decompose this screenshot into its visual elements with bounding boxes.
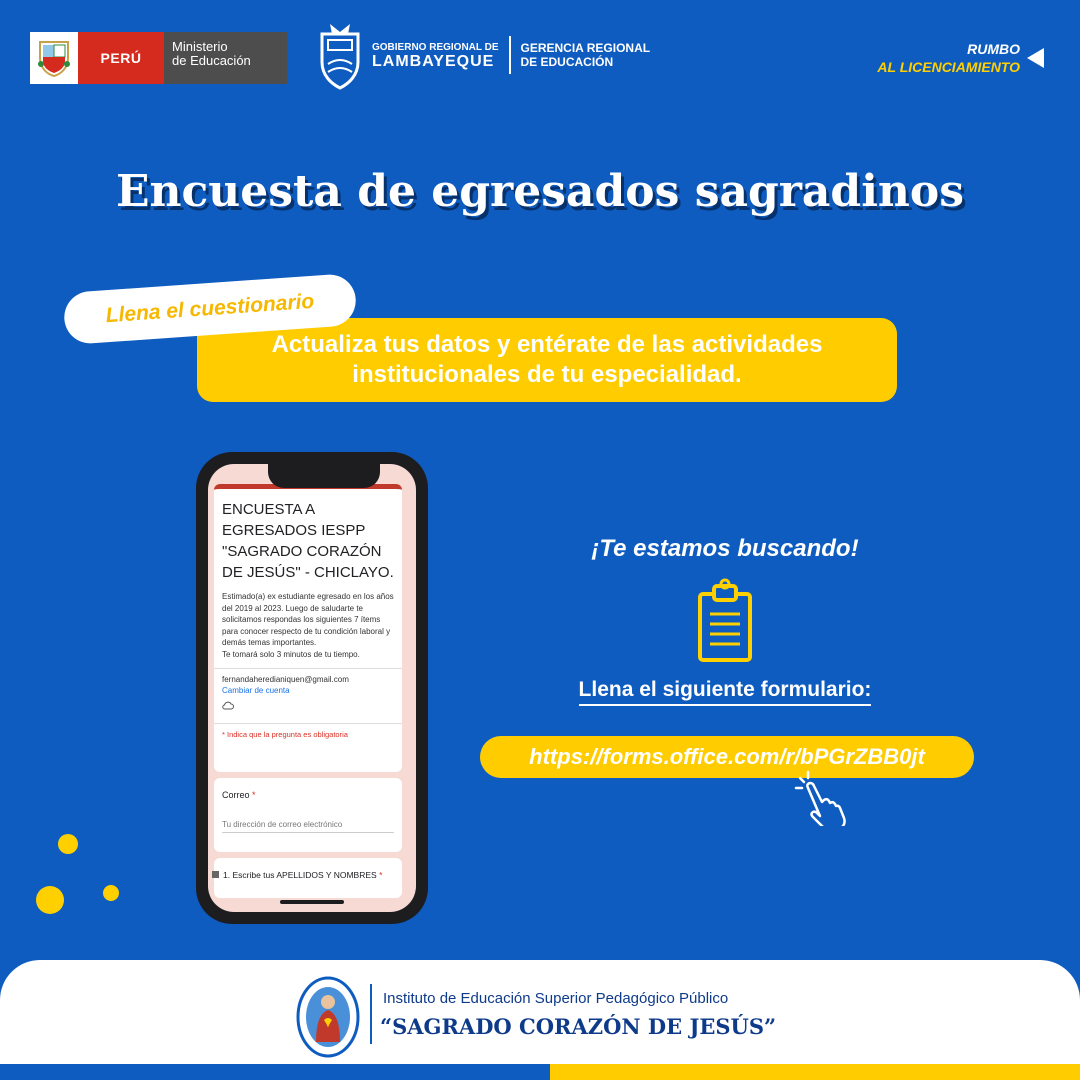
page-title: Encuesta de egresados sagradinos: [115, 166, 965, 217]
minedu-logo: [30, 32, 287, 84]
form-header-card: [214, 484, 402, 772]
peru-shield-icon: [30, 32, 78, 84]
pointing-hand-icon: [790, 768, 848, 826]
form-title: ENCUESTA A EGRESADOS IESPP "SAGRADO CORAZÓN DE JESÚS" - CHICLAYO.: [222, 501, 394, 581]
footer-bar-blue: [0, 1064, 550, 1080]
tag-label: Llena el cuestionario: [104, 289, 315, 328]
question-label: 1. Escribe tus APELLIDOS Y NOMBRES: [223, 870, 377, 880]
form-url-link[interactable]: https://forms.office.com/r/bPGrZBB0jt: [529, 744, 925, 769]
peru-label: PERÚ: [78, 32, 164, 84]
buscando-text: ¡Te estamos buscando!: [591, 535, 859, 562]
footer-divider: [370, 984, 372, 1044]
sacred-heart-seal-icon: [296, 976, 360, 1058]
institute-brand: “SAGRADO CORAZÓN DE JESÚS”: [380, 1014, 777, 1039]
gobierno-text: GOBIERNO REGIONAL DE LAMBAYEQUE: [372, 42, 499, 70]
clipboard-icon: [696, 578, 754, 664]
question-card-nombres: 1. Escribe tus APELLIDOS Y NOMBRES *: [214, 858, 402, 898]
email-input[interactable]: Tu dirección de correo electrónico: [222, 820, 394, 833]
phone-screen: [208, 464, 416, 912]
llena-formulario-text: Llena el siguiente formulario:: [540, 678, 910, 702]
phone-notch: [268, 464, 380, 488]
phone-mockup: [196, 452, 428, 924]
ministry-label: Ministerio de Educación: [164, 32, 287, 84]
account-email: fernandaheredianiquen@gmail.com: [222, 675, 349, 684]
decor-dot: [36, 886, 64, 914]
feedback-icon: [212, 871, 219, 878]
arrow-left-icon: [1027, 48, 1044, 68]
divider: [509, 36, 511, 74]
subtitle-text: Actualiza tus datos y entérate de las actividades institucionales de tu especialidad.: [271, 331, 823, 388]
institute-name: Instituto de Educación Superior Pedagógico Público: [383, 990, 729, 1007]
form-url-button[interactable]: [480, 736, 974, 778]
subtitle-box: [197, 318, 897, 402]
change-account-link[interactable]: Cambiar de cuenta: [222, 686, 290, 695]
footer-bar-yellow: [550, 1064, 1080, 1080]
gobierno-regional-logo: [316, 20, 656, 90]
question-card-correo: [214, 778, 402, 852]
decor-dot: [103, 885, 119, 901]
home-indicator: [280, 900, 344, 904]
rumbo-licenciamiento: RUMBO AL LICENCIAMIENTO: [877, 41, 1020, 75]
gerencia-text: GERENCIA REGIONAL DE EDUCACIÓN: [520, 41, 651, 69]
required-note: * Indica que la pregunta es obligatoria: [222, 730, 348, 739]
cloud-icon: [222, 701, 234, 713]
form-description: Estimado(a) ex estudiante egresado en los años del 2019 al 2023. Luego de saludarte te solicitamos respondas los siguientes 7 ítems para conocer respecto de tu condición laboral y demás temas importantes. Te tomará solo 3 minutos de tu tiempo.: [222, 592, 394, 659]
decor-dot: [58, 834, 78, 854]
lambayeque-shield-icon: [316, 20, 364, 90]
footer: [0, 960, 1080, 1080]
question-label: Correo *: [222, 790, 256, 800]
